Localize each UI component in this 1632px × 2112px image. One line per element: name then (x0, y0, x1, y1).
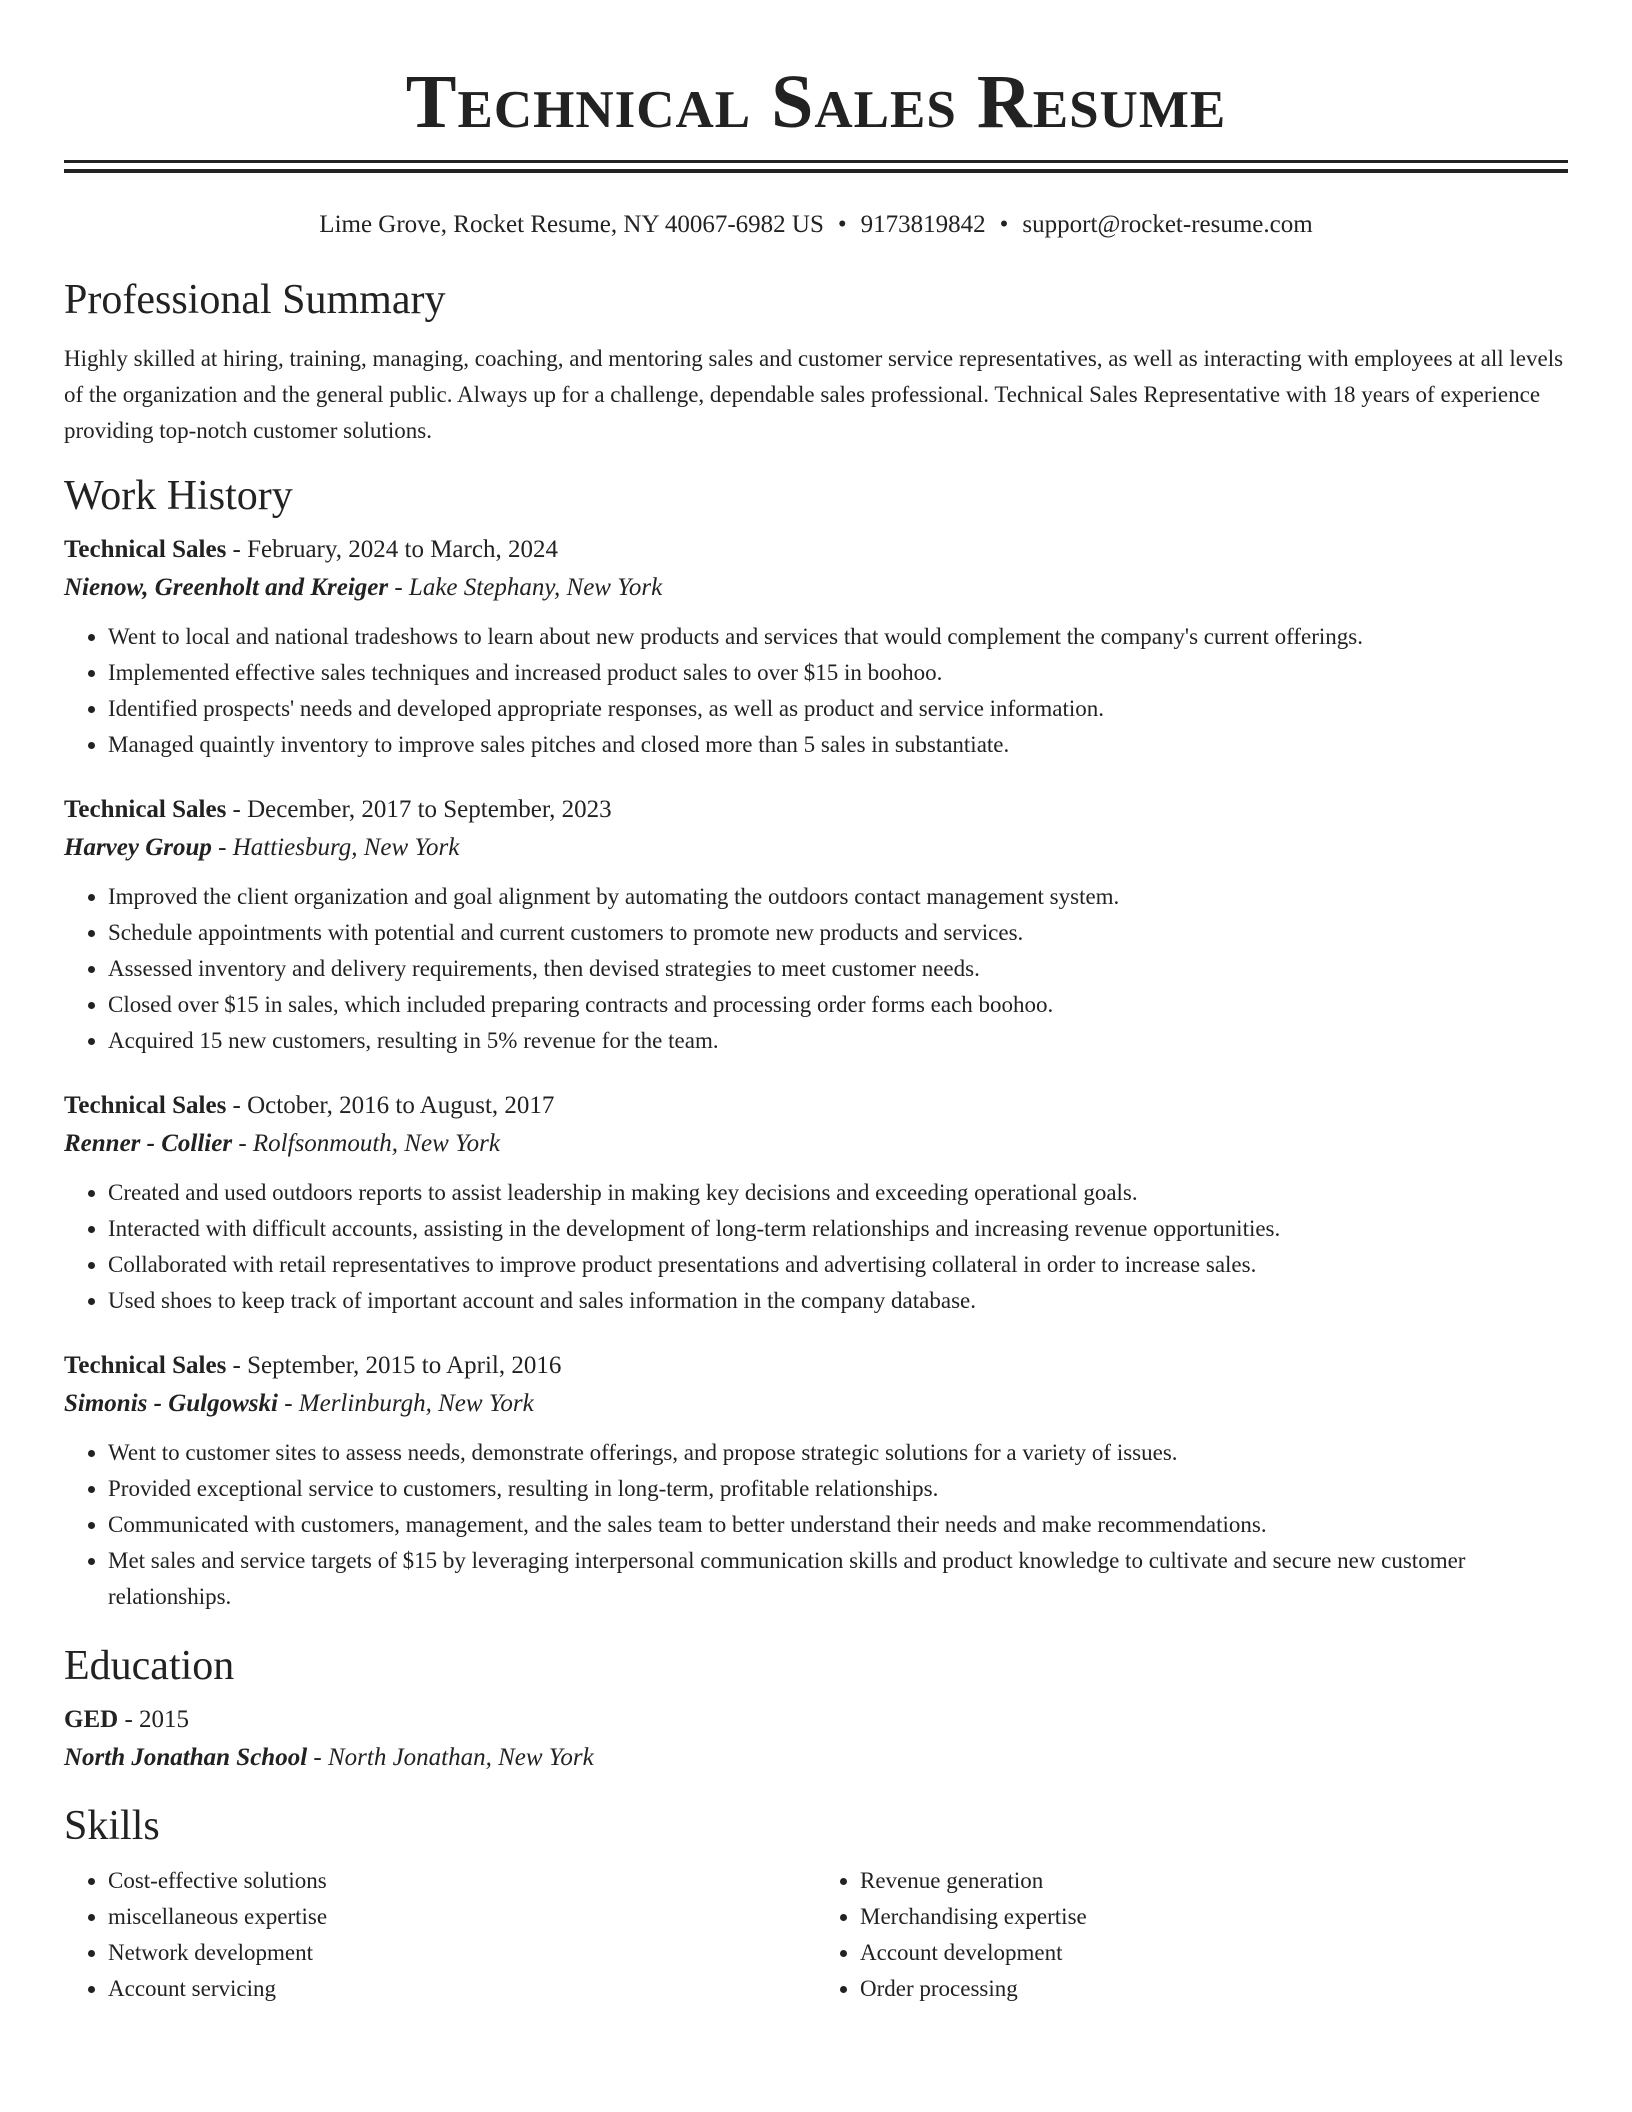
job-company: Nienow, Greenholt and Kreiger (64, 574, 389, 601)
job-heading (64, 793, 1568, 827)
education-year: - 2015 (118, 1706, 190, 1733)
job-dates: - December, 2017 to September, 2023 (226, 796, 612, 823)
job-employer (64, 1127, 1568, 1161)
job-bullet: • Schedule appointments with potential and current customers to promote new products and services. (108, 915, 1568, 951)
job-bullet: • Managed quaintly inventory to improve sales pitches and closed more than 5 sales in substantiate. (108, 727, 1568, 763)
job-location: - Hattiesburg, New York (211, 834, 460, 861)
job-bullets (64, 1435, 1568, 1615)
job-bullet: • Communicated with customers, management, and the sales team to better understand their needs and make recommendations. (108, 1507, 1568, 1543)
education-heading: Education (64, 1643, 235, 1689)
job-bullet: • Identified prospects' needs and developed appropriate responses, as well as product and service information. (108, 691, 1568, 727)
skill-item: • Network development (108, 1935, 816, 1971)
contact-separator: • (837, 211, 847, 238)
education-entry (64, 1703, 1568, 1775)
skills-list-right (816, 1863, 1568, 2007)
job-heading (64, 533, 1568, 567)
summary-text: Highly skilled at hiring, training, managing, coaching, and mentoring sales and customer service representatives, as well as interacting with employees at all levels of the organization and the general public. Always up for a challenge, dependable sales professional. Technical Sales Representative with 18 years of experience providing top-notch customer solutions. (64, 346, 1564, 443)
resume-title: Technical Sales Resume (405, 60, 1227, 144)
job-bullet: • Created and used outdoors reports to assist leadership in making key decisions and exceeding operational goals. (108, 1175, 1568, 1211)
job-entry (64, 1349, 1568, 1615)
job-title: Technical Sales (64, 536, 227, 563)
job-entry (64, 793, 1568, 1059)
skill-item: • Account servicing (108, 1971, 816, 2007)
job-bullets (64, 619, 1568, 763)
job-bullet: • Implemented effective sales techniques and increased product sales to over $15 in boohoo. (108, 655, 1568, 691)
title-rule-top (64, 160, 1568, 163)
skill-item: • Merchandising expertise (860, 1899, 1568, 1935)
job-bullet: • Interacted with difficult accounts, assisting in the development of long-term relationships and increasing revenue opportunities. (108, 1211, 1568, 1247)
job-bullet: • Went to customer sites to assess needs, demonstrate offerings, and propose strategic solutions for a variety of issues. (108, 1435, 1568, 1471)
contact-phone: 9173819842 (860, 211, 986, 238)
job-company: Harvey Group (64, 834, 212, 861)
education-degree-line (64, 1703, 1568, 1737)
contact-line (64, 209, 1568, 241)
job-employer (64, 831, 1568, 865)
job-bullet: • Closed over $15 in sales, which included preparing contracts and processing order forms each boohoo. (108, 987, 1568, 1023)
skill-item: • Account development (860, 1935, 1568, 1971)
job-location: - Rolfsonmouth, New York (232, 1130, 500, 1157)
job-company: Simonis - Gulgowski (64, 1390, 278, 1417)
job-heading (64, 1349, 1568, 1383)
job-dates: - October, 2016 to August, 2017 (226, 1092, 555, 1119)
job-location: - Lake Stephany, New York (388, 574, 663, 601)
job-bullet: • Went to local and national tradeshows to learn about new products and services that would complement the company's current offerings. (108, 619, 1568, 655)
job-heading (64, 1089, 1568, 1123)
job-bullet: • Provided exceptional service to customers, resulting in long-term, profitable relationships. (108, 1471, 1568, 1507)
skill-item: • Revenue generation (860, 1863, 1568, 1899)
job-bullet: • Acquired 15 new customers, resulting in 5% revenue for the team. (108, 1023, 1568, 1059)
contact-email: support@rocket-resume.com (1022, 211, 1313, 238)
job-employer (64, 571, 1568, 605)
job-bullets (64, 879, 1568, 1059)
job-title: Technical Sales (64, 1352, 227, 1379)
skills-columns (64, 1863, 1568, 2007)
skills-heading: Skills (64, 1803, 160, 1849)
job-employer (64, 1387, 1568, 1421)
job-bullet: • Assessed inventory and delivery requirements, then devised strategies to meet customer needs. (108, 951, 1568, 987)
job-dates: - September, 2015 to April, 2016 (226, 1352, 562, 1379)
skill-item: • Cost-effective solutions (108, 1863, 816, 1899)
job-bullet: • Collaborated with retail representatives to improve product presentations and advertising collateral in order to increase sales. (108, 1247, 1568, 1283)
education-school-line (64, 1741, 1568, 1775)
skills-list-left (64, 1863, 816, 2007)
job-company: Renner - Collier (64, 1130, 233, 1157)
title-rule-bottom (64, 169, 1568, 173)
job-entry (64, 1089, 1568, 1319)
job-bullet: • Improved the client organization and goal alignment by automating the outdoors contact management system. (108, 879, 1568, 915)
contact-address: Lime Grove, Rocket Resume, NY 40067-6982 US (319, 211, 824, 238)
work-history-heading: Work History (64, 473, 293, 519)
summary-heading: Professional Summary (64, 277, 446, 323)
job-title: Technical Sales (64, 796, 227, 823)
job-dates: - February, 2024 to March, 2024 (226, 536, 558, 563)
job-bullet: • Used shoes to keep track of important account and sales information in the company database. (108, 1283, 1568, 1319)
job-bullet: • Met sales and service targets of $15 by leveraging interpersonal communication skills and product knowledge to cultivate and secure new customer relationships. (108, 1543, 1568, 1615)
skill-item: • Order processing (860, 1971, 1568, 2007)
job-location: - Merlinburgh, New York (277, 1390, 534, 1417)
job-bullets (64, 1175, 1568, 1319)
education-location: - North Jonathan, New York (307, 1744, 594, 1771)
job-title: Technical Sales (64, 1092, 227, 1119)
contact-separator: • (999, 211, 1009, 238)
education-degree: GED (64, 1706, 119, 1733)
job-entry (64, 533, 1568, 763)
skill-item: • miscellaneous expertise (108, 1899, 816, 1935)
education-school: North Jonathan School (64, 1744, 308, 1771)
